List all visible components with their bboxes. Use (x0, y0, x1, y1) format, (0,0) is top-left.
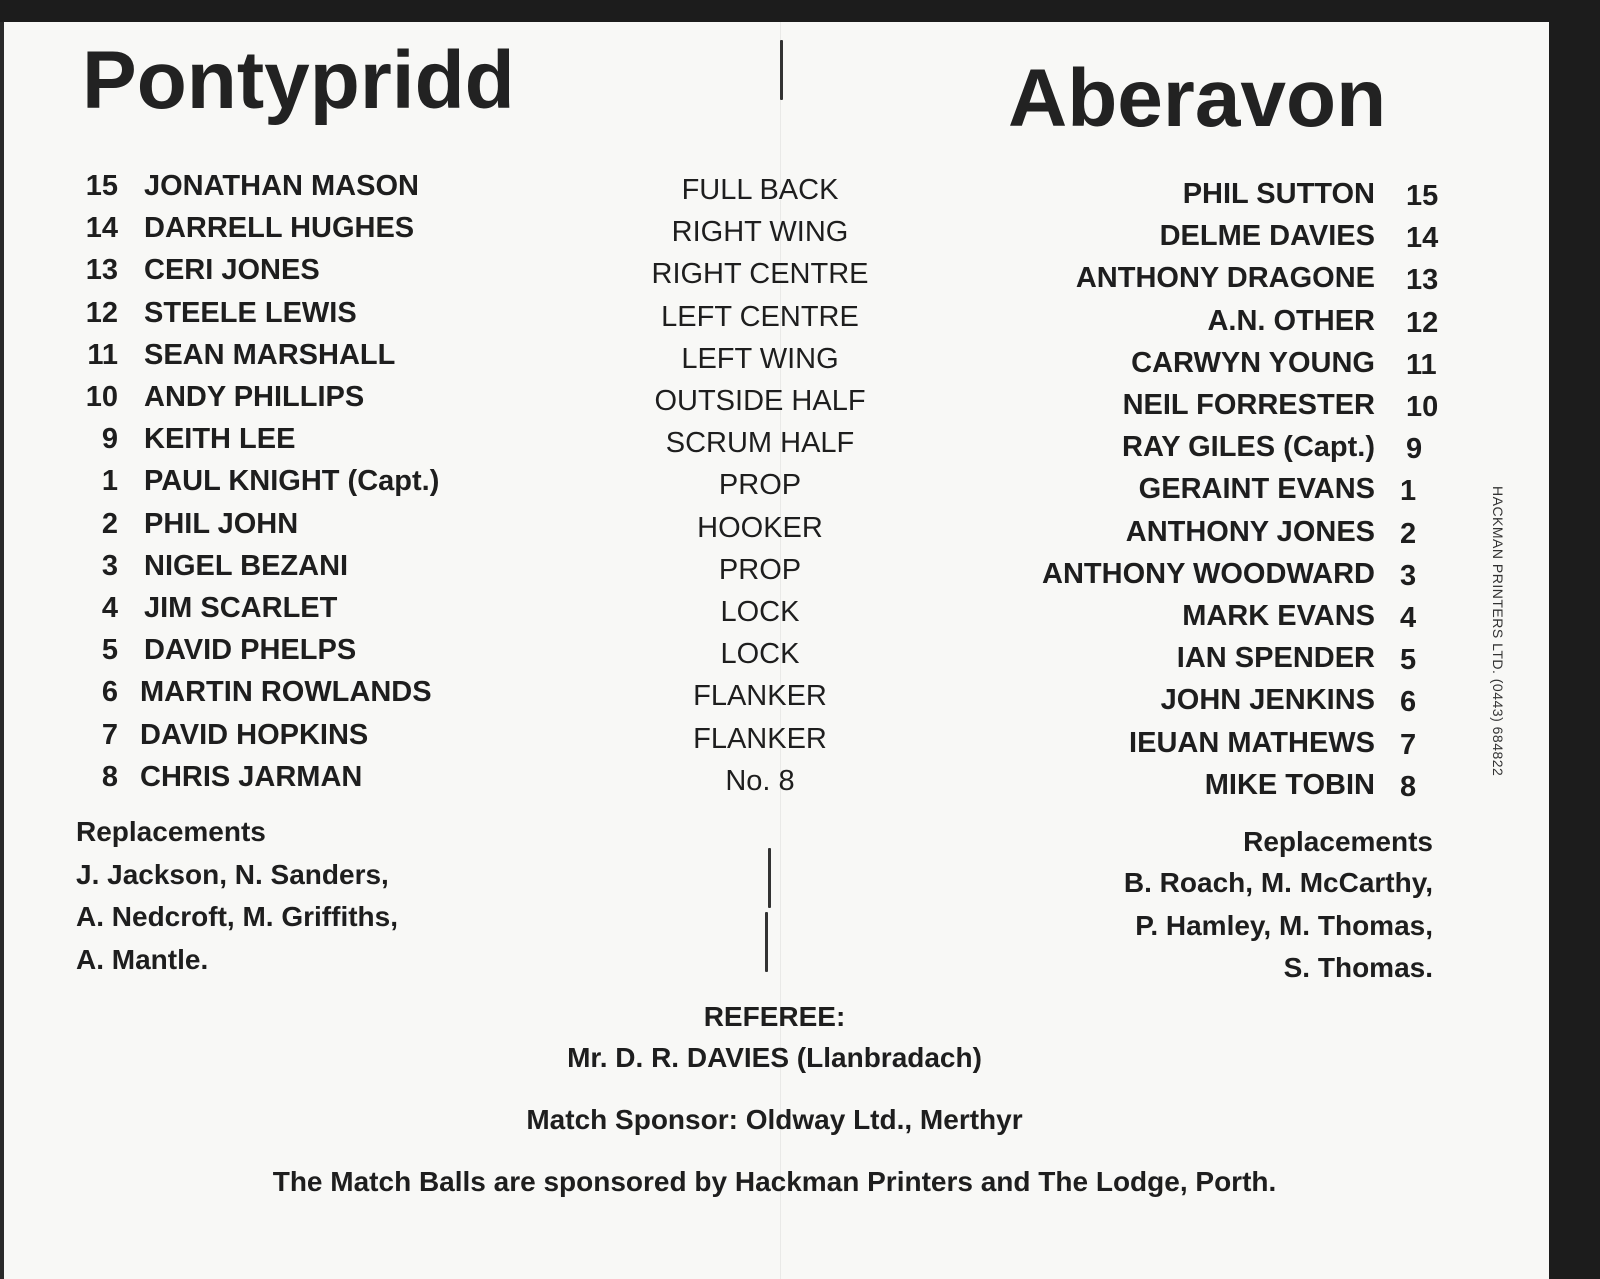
away-player-name: ANTHONY WOODWARD (1042, 558, 1375, 590)
top-border (0, 0, 1600, 22)
away-player-name: JOHN JENKINS (1160, 684, 1375, 716)
home-player-name: JONATHAN MASON (144, 170, 419, 202)
home-player-name: ANDY PHILLIPS (144, 381, 365, 413)
away-player-name: IEUAN MATHEWS (1129, 727, 1375, 759)
away-player-number: 8 (1400, 771, 1417, 803)
away-replacements-line: P. Hamley, M. Thomas, (1135, 910, 1433, 941)
position-label: LEFT WING (681, 343, 839, 375)
home-player-number: 11 (87, 339, 118, 371)
home-player-number: 15 (85, 170, 118, 202)
away-player-name: ANTHONY DRAGONE (1075, 262, 1375, 294)
position-label: OUTSIDE HALF (654, 385, 866, 417)
position-label: LEFT CENTRE (661, 301, 859, 333)
away-replacements-title: Replacements (1243, 826, 1433, 857)
position-label: HOOKER (697, 512, 823, 544)
away-player-name: NEIL FORRESTER (1122, 389, 1375, 421)
away-player-name: MARK EVANS (1182, 600, 1375, 632)
home-player-number: 6 (101, 676, 118, 708)
position-label: PROP (718, 469, 802, 501)
staple-top (780, 40, 783, 100)
position-label: No. 8 (725, 765, 795, 797)
away-player-name: ANTHONY JONES (1125, 516, 1375, 548)
home-player-name: CHRIS JARMAN (140, 761, 363, 793)
away-player-number: 3 (1400, 560, 1417, 592)
away-player-name: RAY GILES (Capt.) (1122, 431, 1375, 463)
home-player-name: MARTIN ROWLANDS (140, 676, 432, 708)
away-player-name: IAN SPENDER (1176, 642, 1375, 674)
home-player-name: KEITH LEE (144, 423, 296, 455)
away-replacements-line: S. Thomas. (1283, 952, 1433, 983)
match-balls-sponsor: The Match Balls are sponsored by Hackman Printers and The Lodge, Porth. (272, 1166, 1277, 1197)
away-player-number: 9 (1406, 433, 1423, 465)
home-replacements-title: Replacements (76, 816, 266, 847)
position-label: FULL BACK (681, 174, 839, 206)
home-player-number: 3 (101, 550, 118, 582)
referee-label: REFEREE: (703, 1001, 846, 1032)
right-border (1549, 0, 1600, 1279)
home-player-number: 2 (101, 508, 118, 540)
home-team-title: Pontypridd (82, 35, 515, 126)
position-label: SCRUM HALF (665, 427, 855, 459)
home-player-number: 1 (101, 465, 118, 497)
position-label: RIGHT CENTRE (651, 258, 869, 290)
away-player-number: 15 (1406, 180, 1439, 212)
home-player-name: SEAN MARSHALL (144, 339, 396, 371)
away-player-name: CARWYN YOUNG (1131, 347, 1375, 379)
home-replacements-line: A. Mantle. (76, 944, 209, 975)
away-player-name: MIKE TOBIN (1204, 769, 1375, 801)
home-player-name: DAVID PHELPS (144, 634, 357, 666)
away-player-number: 2 (1400, 518, 1417, 550)
home-player-name: STEELE LEWIS (144, 297, 357, 329)
away-player-number: 4 (1400, 602, 1417, 634)
away-player-number: 14 (1406, 222, 1439, 254)
away-player-number: 7 (1400, 729, 1417, 761)
home-player-number: 7 (101, 719, 118, 751)
position-label: LOCK (720, 596, 800, 628)
home-player-name: PHIL JOHN (144, 508, 299, 540)
home-player-name: JIM SCARLET (144, 592, 338, 624)
printer-credit: HACKMAN PRINTERS LTD. (0443) 684822 (1490, 486, 1506, 777)
away-player-name: PHIL SUTTON (1182, 178, 1375, 210)
home-player-number: 13 (85, 254, 118, 286)
away-player-number: 11 (1406, 349, 1437, 381)
away-player-name: DELME DAVIES (1159, 220, 1375, 252)
home-player-number: 5 (101, 634, 118, 666)
away-player-name: A.N. OTHER (1207, 305, 1375, 337)
position-label: LOCK (720, 638, 800, 670)
home-player-name: DAVID HOPKINS (140, 719, 369, 751)
home-replacements-line: A. Nedcroft, M. Griffiths, (76, 901, 398, 932)
home-player-number: 10 (85, 381, 118, 413)
home-player-number: 14 (85, 212, 118, 244)
home-player-number: 8 (101, 761, 118, 793)
away-player-number: 10 (1406, 391, 1439, 423)
away-team-title: Aberavon (1008, 53, 1387, 144)
staple-middle (768, 848, 771, 908)
away-player-name: GERAINT EVANS (1138, 473, 1375, 505)
home-replacements-line: J. Jackson, N. Sanders, (76, 859, 389, 890)
home-player-name: PAUL KNIGHT (Capt.) (144, 465, 440, 497)
away-replacements-line: B. Roach, M. McCarthy, (1123, 867, 1433, 898)
home-player-number: 4 (101, 592, 118, 624)
position-label: RIGHT WING (671, 216, 849, 248)
match-sponsor: Match Sponsor: Oldway Ltd., Merthyr (526, 1104, 1023, 1135)
away-player-number: 12 (1406, 307, 1439, 339)
home-player-name: CERI JONES (144, 254, 320, 286)
position-label: FLANKER (693, 723, 827, 755)
position-label: FLANKER (693, 680, 827, 712)
position-label: PROP (718, 554, 802, 586)
staple-bottom (765, 912, 768, 972)
home-player-number: 9 (101, 423, 118, 455)
away-player-number: 1 (1400, 475, 1417, 507)
home-player-number: 12 (85, 297, 118, 329)
home-player-name: DARRELL HUGHES (144, 212, 415, 244)
referee-name: Mr. D. R. DAVIES (Llanbradach) (567, 1042, 982, 1073)
home-player-name: NIGEL BEZANI (144, 550, 349, 582)
away-player-number: 5 (1400, 644, 1417, 676)
away-player-number: 6 (1400, 686, 1417, 718)
away-player-number: 13 (1406, 264, 1439, 296)
